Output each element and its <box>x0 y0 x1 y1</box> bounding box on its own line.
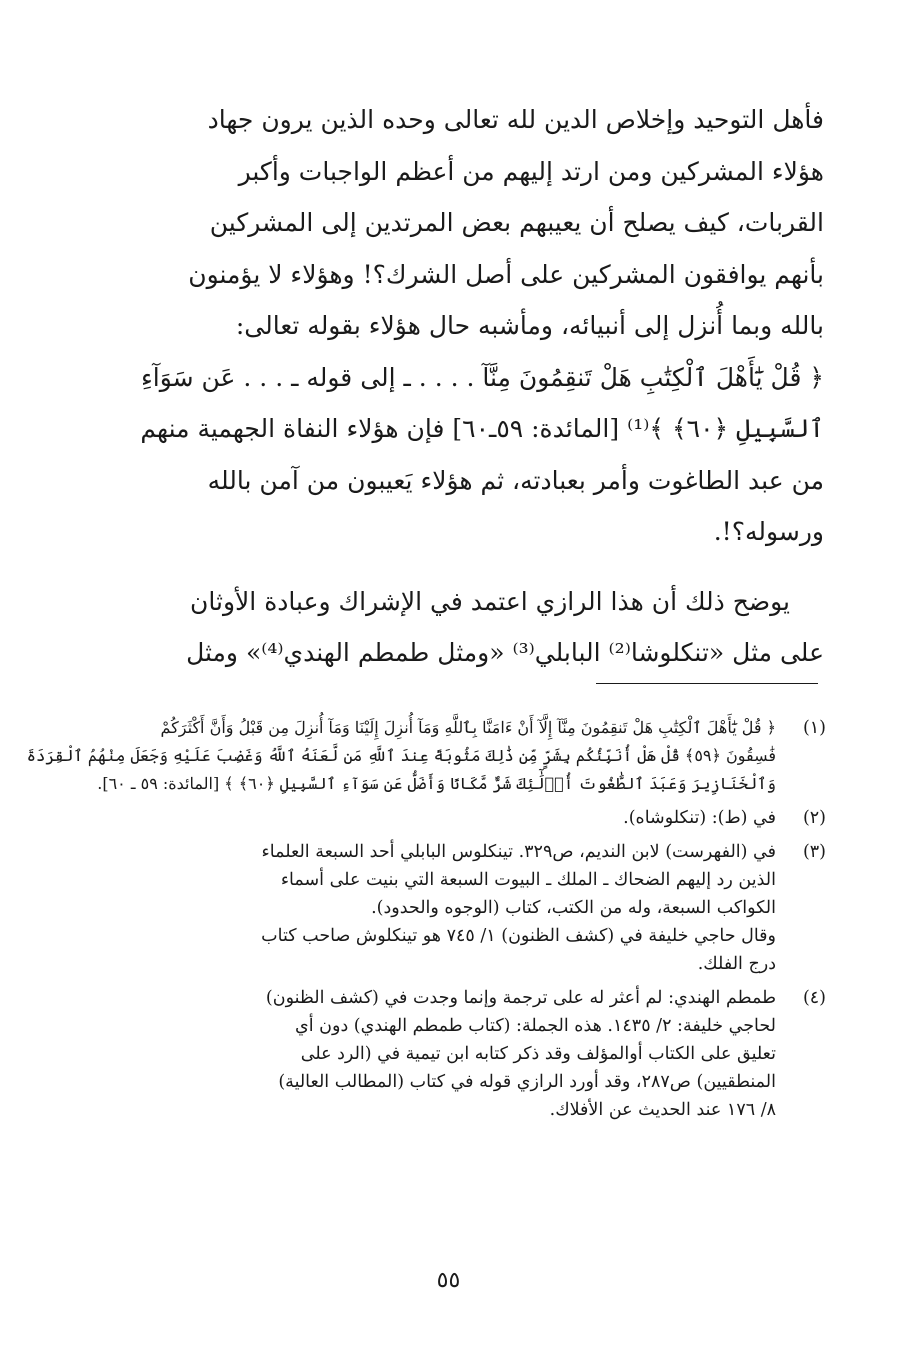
text-line: فأهل التوحيد وإخلاص الدين لله تعالى وحده الذين يرون جهاد <box>207 105 824 134</box>
footnote-line: وقال حاجي خليفة في (كشف الظنون) ١/ ٧٤٥ هو تينكلوش صاحب كتاب <box>261 926 776 946</box>
footnotes <box>26 714 826 1130</box>
footnote-line: طمطم الهندي: لم أعثر له على ترجمة وإنما وجدت في (كشف الظنون) <box>265 988 776 1008</box>
text-line: القربات، كيف يصلح أن يعيبهم بعض المرتدين إلى المشركين <box>209 208 824 237</box>
footnote-line: وَٱلْخَنَازِيرَ وَعَبَدَ ٱلطَّٰغُوتَ أُو۟لَٰٓئِكَ شَرٌّ مَّكَانًا وَأَضَلُّ عَن سَوَآءِ ٱلسَّبِيلِ ﴿٦٠﴾ ﴾ [المائدة: ٥٩ ـ ٦٠]. <box>97 774 776 793</box>
text-line: بأنهم يوافقون المشركين على أصل الشرك؟! وهؤلاء لا يؤمنون <box>188 259 824 289</box>
footnote-line: في (الفهرست) لابن النديم، ص٣٢٩. تينكلوس البابلي أحد السبعة العلماء <box>261 842 776 862</box>
text-line: يوضح ذلك أن هذا الرازي اعتمد في الإشراك وعبادة الأوثان <box>190 586 790 616</box>
footnote <box>138 804 826 832</box>
footnote <box>138 838 826 978</box>
footnote-line: فَٰسِقُونَ ﴿٥٩﴾ قُلْ هَلْ أُنَبِّئُكُم بِشَرٍّ مِّن ذَٰلِكَ مَثُوبَةً عِندَ ٱللَّهِ مَن لَّعَنَهُ ٱللَّهُ وَغَضِبَ عَلَيْهِ وَجَعَلَ مِنْهُمُ ٱلْقِرَدَةَ <box>26 746 776 765</box>
footnote-separator <box>596 683 818 684</box>
footnote <box>26 714 826 798</box>
footnote-number: (٢) <box>802 808 826 828</box>
footnote-line: درج الفلك. <box>697 954 776 974</box>
footnote-line: في (ط): (تنكلوشاه). <box>623 808 776 828</box>
paragraph-gap <box>138 558 824 576</box>
footnote-line: تعليق على الكتاب أوالمؤلف وقد ذكر كتابه ابن تيمية في (الرد على <box>300 1044 776 1064</box>
footnote-line: لحاجي خليفة: ٢/ ١٤٣٥. هذه الجملة: (كتاب طمطم الهندي) دون أي <box>295 1016 776 1036</box>
text-line: على مثل «تنكلوشا⁽²⁾ البابلي⁽³⁾ «ومثل طمطم الهندي⁽⁴⁾» ومثل <box>186 638 824 667</box>
footnote-number: (١) <box>802 718 826 738</box>
footnote-line: الكواكب السبعة، وله من الكتب، كتاب (الوجوه والحدود). <box>371 898 776 918</box>
footnote-line: المنطقيين) ص٢٨٧، وقد أورد الرازي قوله في كتاب (المطالب العالية) <box>278 1072 776 1092</box>
text-line: ورسوله؟!. <box>713 517 824 546</box>
text-line: هؤلاء المشركين ومن ارتد إليهم من أعظم الواجبات وأكبر <box>238 156 824 186</box>
footnote-number: (٤) <box>802 988 826 1008</box>
paragraph <box>138 576 824 679</box>
footnote-line: ﴿ قُلْ يَٰٓأَهْلَ ٱلْكِتَٰبِ هَلْ تَنقِمُونَ مِنَّآ إِلَّآ أَنْ ءَامَنَّا بِٱللَّهِ وَمَآ أُنزِلَ إِلَيْنَا وَمَآ أُنزِلَ مِن قَبْلُ وَأَنَّ أَكْثَرَكُمْ <box>160 718 776 737</box>
text-line: من عبد الطاغوت وأمر بعبادته، ثم هؤلاء يَعيبون من آمن بالله <box>207 465 824 495</box>
main-text <box>138 94 824 679</box>
footnote-line: ٨/ ١٧٦ عند الحديث عن الأفلاك. <box>549 1100 776 1120</box>
quran-verse-line: ﴿ قُلْ يَٰٓأَهْلَ ٱلْكِتَٰبِ هَلْ تَنقِمُونَ مِنَّآ . . . . ـ إلى قوله ـ . . . عَن سَوَآءِ <box>141 362 824 392</box>
footnote-line: الذين رد إليهم الضحاك ـ الملك ـ البيوت السبعة التي بنيت على أسماء <box>280 870 776 890</box>
page-number: ٥٥ <box>436 1268 461 1293</box>
quran-verse-line: ٱلسَّبِيلِ ﴿٦٠﴾ ﴾⁽¹⁾ [المائدة: ٥٩ـ٦٠] فإن هؤلاء النفاة الجهمية منهم <box>140 414 824 443</box>
footnote <box>138 984 826 1124</box>
paragraph <box>138 94 824 558</box>
footnote-number: (٣) <box>802 842 826 862</box>
text-line: بالله وبما أُنزل إلى أنبيائه، ومأشبه حال هؤلاء بقوله تعالى: <box>235 311 824 340</box>
